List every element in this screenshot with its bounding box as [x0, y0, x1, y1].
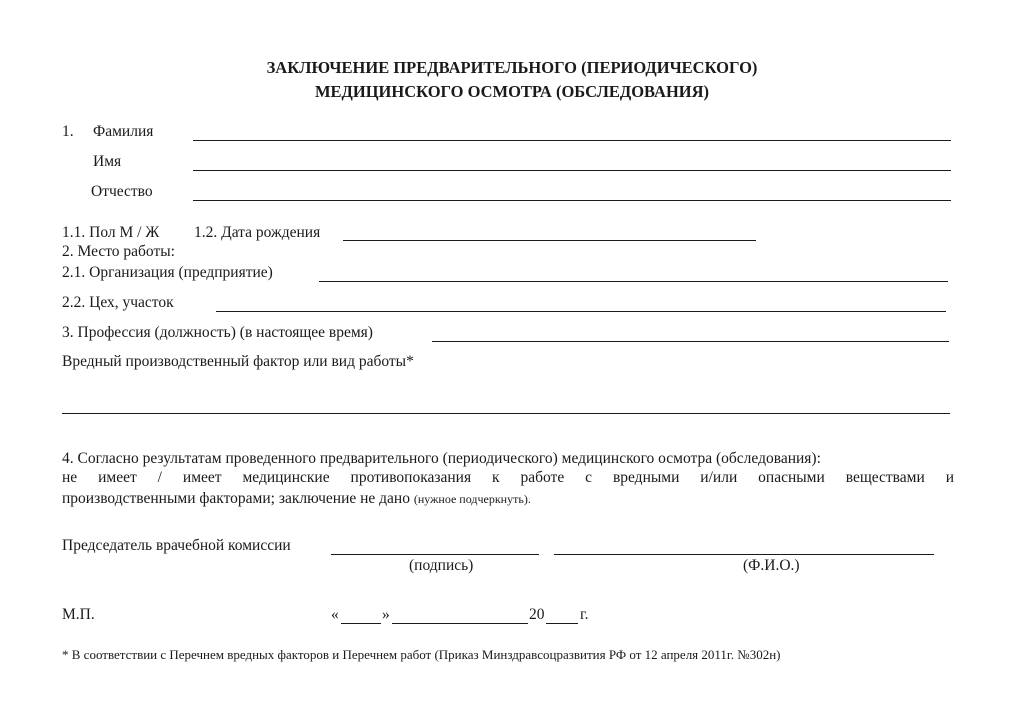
sex-label: 1.1. Пол М / Ж	[62, 224, 160, 241]
name-field-line[interactable]	[193, 170, 951, 171]
organization-label: 2.1. Организация (предприятие)	[62, 264, 273, 281]
document-title-line2: МЕДИЦИНСКОГО ОСМОТРА (ОБСЛЕДОВАНИЯ)	[314, 82, 710, 101]
patronymic-field-line[interactable]	[193, 200, 951, 201]
workplace-label: 2. Место работы:	[62, 243, 175, 260]
birth-date-field-line[interactable]	[343, 240, 756, 241]
organization-field-line[interactable]	[319, 281, 948, 282]
surname-label: Фамилия	[93, 123, 154, 140]
conclusion-options-line: не имеет / имеет медицинские противопоказания к работе с вредными и/или опасными веществами и	[62, 469, 954, 486]
surname-field-line[interactable]	[193, 140, 951, 141]
signature-field-line[interactable]	[331, 554, 539, 555]
date-day-field-line[interactable]	[341, 623, 381, 624]
chairman-label: Председатель врачебной комиссии	[62, 537, 291, 554]
conclusion-options-line-2	[62, 491, 531, 507]
date-month-field-line[interactable]	[392, 623, 528, 624]
conclusion-options-text: производственными факторами; заключение не дано	[62, 490, 410, 507]
stamp-label: М.П.	[62, 606, 95, 623]
signature-caption: (подпись)	[409, 557, 474, 574]
year-prefix: 20	[529, 606, 545, 623]
department-field-line[interactable]	[216, 311, 946, 312]
patronymic-label: Отчество	[91, 183, 153, 200]
hazard-factor-label: Вредный производственный фактор или вид работы*	[62, 353, 414, 370]
hazard-factor-field-line[interactable]	[62, 413, 950, 414]
profession-label: 3. Профессия (должность) (в настоящее время)	[62, 324, 373, 341]
date-year-field-line[interactable]	[546, 623, 578, 624]
document-title-line1: ЗАКЛЮЧЕНИЕ ПРЕДВАРИТЕЛЬНОГО (ПЕРИОДИЧЕСКОГО)	[266, 58, 758, 77]
name-caption: (Ф.И.О.)	[743, 557, 800, 574]
year-suffix: г.	[580, 606, 589, 623]
section-1-number: 1.	[62, 123, 74, 140]
chairman-name-field-line[interactable]	[554, 554, 934, 555]
underline-instruction-note: (нужное подчеркнуть).	[413, 492, 531, 506]
profession-field-line[interactable]	[432, 341, 949, 342]
department-label: 2.2. Цех, участок	[62, 294, 174, 311]
conclusion-intro: 4. Согласно результатам проведенного предварительного (периодического) медицинского осмотра (обследования):	[62, 450, 821, 467]
name-label: Имя	[93, 153, 122, 170]
date-close-quote: »	[382, 606, 390, 623]
birth-date-label: 1.2. Дата рождения	[194, 224, 321, 241]
footnote: * В соответствии с Перечнем вредных факторов и Перечнем работ (Приказ Минздравсоцразвития РФ от 12 апреля 2011г. №302н)	[62, 647, 781, 662]
date-open-quote: «	[331, 606, 339, 623]
